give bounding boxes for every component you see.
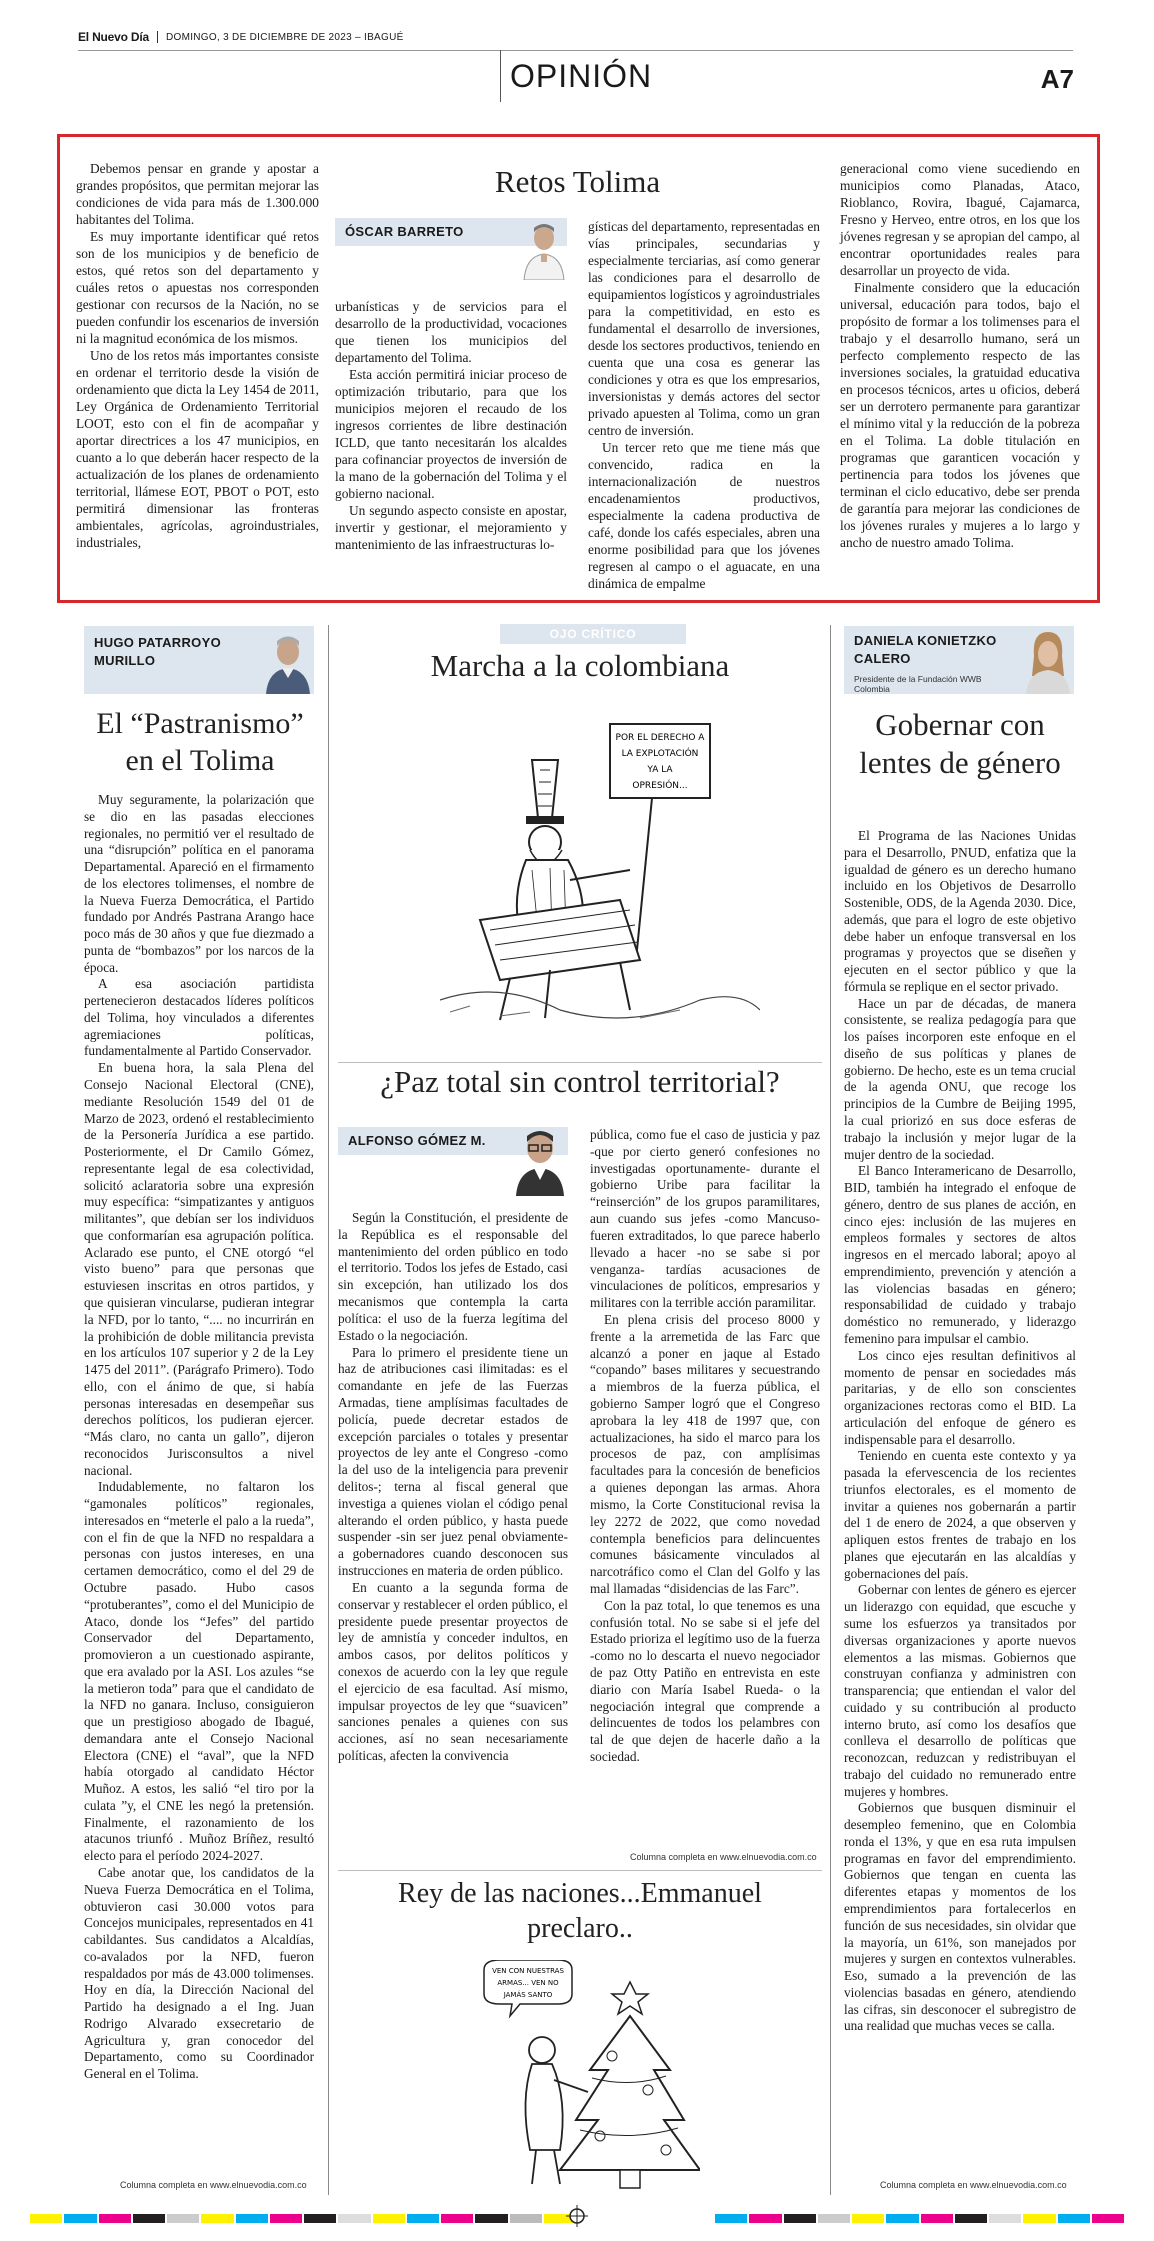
pastranismo-footnote: Columna completa en www.elnuevodia.com.co bbox=[120, 2180, 307, 2190]
paragraph: Es muy importante identificar qué retos son de los municipios y de beneficio de estos, qué retos son del departamento y cuáles retos o apuestas nos corresponden gestionar con recursos de la Nación, no se pueden confundir los escenarios de inversión ni la magnitud económica de los mismos. bbox=[76, 229, 319, 347]
paragraph: El Banco Interamericano de Desarrollo, BID, también ha integrado el enfoque de género, dentro de sus planes de acción, en cinco ejes: inclusión de las mujeres en empleos formales y sectores de altos ingresos en el mercado laboral; apoyo al emprendimiento, prevención y atención a las violencias basadas en género; responsabilidad de cuidado y trabajo doméstico no remunerado, y liderazgo femenino para impulsar el cambio. bbox=[844, 1163, 1076, 1346]
issue-date: DOMINGO, 3 DE DICIEMBRE DE 2023 – IBAGUÉ bbox=[165, 31, 404, 43]
author-name: DANIELA KONIETZKO CALERO bbox=[854, 633, 997, 666]
paragraph: A esa asociación partidista pertenecieron destacados líderes políticos del Tolima, hoy vinculados a diferentes agremiaciones políticas, fundamentalmente al Partido Conservador. bbox=[84, 976, 314, 1059]
genero-body bbox=[844, 828, 1076, 2035]
paragraph: Un segundo aspecto consiste en apostar, invertir y gestionar, el mejoramiento y mantenimiento de las infraestructuras lo- bbox=[335, 503, 567, 553]
genero-footnote: Columna completa en www.elnuevodia.com.co bbox=[880, 2180, 1067, 2190]
cartoon-sign-line: YA LA bbox=[647, 765, 673, 775]
cartoon-sign-line: OPRESIÓN... bbox=[632, 781, 688, 791]
cartoon-title: Marcha a la colombiana bbox=[430, 648, 730, 683]
paz-total-footnote: Columna completa en www.elnuevodia.com.co bbox=[630, 1852, 817, 1862]
cartoon-sign-line: POR EL DERECHO A bbox=[615, 733, 705, 743]
paragraph: Según la Constitución, el presidente de la República es el responsable del mantenimiento del orden público en todo el territorio. Todos los jefes de Estado, casi sin excepción, han utilizado los dos mecanismos que contempla la carta política: el uso de la fuerza legítima del Estado o la negociación. bbox=[338, 1210, 568, 1343]
ojo-critico-tag: OJO CRÍTICO bbox=[500, 624, 686, 644]
cartoon-bubble-line: ARMAS... VEN NO bbox=[497, 1979, 559, 1987]
paragraph: urbanísticas y de servicios para el desarrollo de la productividad, vocaciones que tienen los municipios del departamento del Tolima. bbox=[335, 299, 567, 366]
editorial-cartoon-rey bbox=[480, 1960, 700, 2190]
cartoon-bubble-line: VEN CON NUESTRAS bbox=[492, 1967, 564, 1975]
paragraph: Muy seguramente, la polarización que se dio en las pasadas elecciones regionales, no permitió ver el resultado de una “disrupción” política en el panorama Departamental. Apareció en el firmamento de los electores tolimenses, el nombre de la Nueva Fuerza Democrática, el Partido fundado por Andrés Pastrana Arango hace poco más de 30 años y que fue diezmado a punta de “bombazos” por los narcos de la época. bbox=[84, 792, 314, 975]
masthead-divider bbox=[157, 31, 158, 43]
author-role: Presidente de la Fundación WWB Colombia bbox=[854, 674, 982, 695]
paragraph: Uno de los retos más importantes consiste en ordenar el territorio desde la visión de ordenamiento que dicta la Ley 1454 de 2011, Ley Orgánica de Ordenamiento Territorial LOOT, esto con el fin de acompañar y aportar directrices a los 47 municipios, en cuanto a lo que deberán hacer respecto de la actualización de los planes de ordenamiento territorial, llámese EOT, PBOT o POT, esto permitirá dimensionar las fronteras ambientales, agrícolas, agroindustriales, industriales, bbox=[76, 348, 319, 551]
paragraph: Teniendo en cuenta este contexto y ya pasada la efervescencia de los recientes triunfos electorales, es el momento de invitar a quienes nos gobernarán a partir del 1 de enero de 2024, a que observen y apliquen estos frentes de trabajo en los planes que ejecutarán en las alcaldías y gobernaciones del país. bbox=[844, 1448, 1076, 1581]
section-divider bbox=[338, 1062, 822, 1063]
paragraph: Finalmente considero que la educación universal, educación para todos, bajo el propósito de formar a los tolimenses para el trabajo y el desarrollo humano, será un perfecto complemento respecto de las inversiones sociales, la gratuidad educativa en procesos técnicos, artes u oficios, deberá ser un derrotero permanente para garantizar el mínimo vital y la reducción de la pobreza en el Tolima. La doble titulación en programas que garanticen vocación y pertinencia para todos los jóvenes que terminan el ciclo educativo, debe ser prenda de garantía para mejorar las condiciones de los jóvenes rurales y mujeres a lo largo y ancho de nuestro amado Tolima. bbox=[840, 280, 1080, 551]
paragraph: Para lo primero el presidente tiene un haz de atribuciones casi ilimitadas: es el comandante en jefe de las Fuerzas Armadas, tiene amplísimas facultades de policía, puede decretar estados de excepción parciales o totales y presentar proyectos de ley ante el Congreso -como la del uso de la inteligencia para prevenir delitos-; terna al fiscal general que investiga a quienes violan el código penal alterando el orden público, y hasta puede suspender -sin ser juez penal obviamente- a gobernadores cuando desconocen sus instrucciones en materia de orden público. bbox=[338, 1344, 568, 1579]
paragraph: En buena hora, la sala Plena del Consejo Nacional Electoral (CNE), mediante Resolución 1549 del 01 de Marzo de 2023, ordenó el restablecimiento de la Personería Jurídica a ese partido. Posteriormente, el Dr Camilo Gómez, representante legal de esa colectividad, solicitó aclaratoria sobre una expresión muy específica: “simpatizantes y antiguos militantes”, que debían ser los individuos que conformarían esa agrupación política. Aclarado ese punto, el CNE otorgó “el visto bueno” para que personas que estuviesen inscritas en otros partidos, y que quisieran vincularse, pudieran integrar la NFD, por lo tanto, “.... no incurrirán en la prohibición de doble militancia prevista en los artículos 107 superior y 2 de la Ley 1475 del 2011”. (Parágrafo Primero). Todo ello, con el ánimo de que, si había personas interesadas en desempeñar sus derechos políticos, los pudieran ejercer. “Más claro, no canta un gallo”, dijeron reconocidos Jurisconsultos a nivel nacional. bbox=[84, 1060, 314, 1478]
retos-column-2 bbox=[335, 298, 567, 553]
author-name: HUGO PATARROYO MURILLO bbox=[94, 635, 221, 668]
pastranismo-title: El “Pastranismo” en el Tolima bbox=[96, 707, 304, 777]
section-title: OPINIÓN bbox=[510, 58, 653, 94]
paragraph: gísticas del departamento, representadas en vías principales, secundarias y especialmente terciarias, así como generar las condiciones para el desarrollo de equipamientos logísticos y agroindustriales para la competitividad, en esto es fundamental el desarrollo de inversiones, desde los sectores productivos, teniendo en cuenta que una cosa es generar las condiciones y otra es que los empresarios, inversionistas y demás actores del sector privado apuesten al Tolima, como un gran centro de inversión. bbox=[588, 219, 820, 439]
paragraph: En cuanto a la segunda forma de conservar y restablecer el orden público, el presidente puede presentar proyectos de ley de amnistía y conceder indultos, en ambos casos, por delitos políticos y conexos de acuerdo con la ley que regule el ejercicio de esa facultad. Así mismo, impulsar proyectos de ley que “suavicen” sanciones penales a quienes con sus acciones, así no sean necesariamente políticas, afecten la convivencia bbox=[338, 1579, 568, 1763]
paragraph: generacional como viene sucediendo en municipios como Planadas, Ataco, Rioblanco, Rovira, Ibagué, Cajamarca, Fresno y Herveo, entre otros, en los que los jóvenes regresan y se apropian del campo, al encontrar oportunidades reales para desarrollar un proyecto de vida. bbox=[840, 161, 1080, 279]
registration-mark-icon bbox=[566, 2205, 588, 2227]
paragraph: El Programa de las Naciones Unidas para el Desarrollo, PNUD, enfatiza que la igualdad de género es un derecho humano incluido en los Objetivos de Desarrollo Sostenible, ODS, de la Agenda 2030. Dice, además, que para el logro de este objetivo debe haber un enfoque transversal en los programas y proyectos que se diseñen y ejecuten en el sector público y que la fórmula se replique en el sector privado. bbox=[844, 828, 1076, 994]
paragraph: Gobernar con lentes de género es ejercer un liderazgo con equidad, que escuche y sume los esfuerzos ya transitados por diversas organizaciones y aporte nuevos elementos a las mismas. Gobiernos que construyan confianza y administren con transparencia; que entiendan el valor del cuidado y su contribución al producto interno bruto, así como los desafíos que conlleva el desarrollo de políticas que reconozcan, reduzcan y redistribuyan el trabajo del cuidado no remunerado entre mujeres y hombres. bbox=[844, 1582, 1076, 1799]
paz-total-title: ¿Paz total sin control territorial? bbox=[380, 1064, 780, 1099]
section-divider bbox=[338, 1870, 822, 1871]
paz-total-column-2 bbox=[590, 1127, 820, 1766]
rey-cartoon-title: Rey de las naciones...Emmanuel preclaro.. bbox=[398, 1878, 762, 1944]
retos-column-3 bbox=[588, 218, 820, 592]
cartoon-sign-line: LA EXPLOTACIÓN bbox=[621, 749, 699, 759]
paragraph: Hace un par de décadas, de manera consistente, se realiza pedagogía para que los países incorporen este enfoque en el diseño de sus políticas y planes de gobierno. De hecho, este es un tema crucial de la agenda ONU, que recoge los principios de la Cumbre de Beijing 1995, la cual priorizó en sus doce esferas de trabajo la inclusión y mejor lugar de la mujer dentro de la sociedad. bbox=[844, 995, 1076, 1162]
paragraph: Indudablemente, no faltaron los “gamonales políticos” regionales, interesados en “meterle el palo a la rueda”, con el fin de que la NFD no respaldara a personas con justos intereses, en una certamen democrático, como el del 29 de Octubre pasado. Hubo casos “protuberantes”, como el del Municipio de Ataco, donde los “Jefes” del partido Conservador del Departamento, promovieron a un cuestionado aspirante, que era avalado por la ASI. Los azules “se la metieron toda” para que el candidato de la NFD no ganara. Incluso, consiguieron que un prestigioso abogado de Ibagué, demandara ante el Consejo Nacional Electora (CNE) el “aval”, que la NFD había otorgado al candidato Héctor Muñoz. A estos, les salió “el tiro por la culata ”y, el CNE les negó la pretensión. Finalmente, el razonamiento de los atacunos triunfó . Muñoz Bríñez, resultó electo para el período 2024-2027. bbox=[84, 1479, 314, 1864]
author-photo-barreto bbox=[520, 218, 568, 280]
paragraph: Debemos pensar en grande y apostar a grandes propósitos, que permitan mejorar las condiciones de vida para más de 1.300.000 habitantes del Tolima. bbox=[76, 161, 319, 228]
newspaper-logo: El Nuevo Día bbox=[78, 30, 149, 44]
genero-title: Gobernar con lentes de género bbox=[859, 707, 1061, 780]
masthead bbox=[78, 30, 1078, 44]
avatar-icon bbox=[1022, 626, 1074, 694]
paragraph: Con la paz total, lo que tenemos es una confusión total. No se sabe si el jefe del Estado prioriza el legítimo uso de la fuerza -como no lo descarta el nuevo negociador de paz Otty Patiño en entrevista en este diario con María Isabel Rueda- o la negociación integral que comprende a delincuentes de todos los pelambres con tal de que dejen de hacerle daño a la sociedad. bbox=[590, 1597, 820, 1765]
paragraph: Cabe anotar que, los candidatos de la Nueva Fuerza Democrática en el Tolima, obtuvieron casi 30.000 votos para Concejos municipales, representados en 41 cabildantes. Sus candidatos a Alcaldías, co-avalados por la NFD, fueron respaldados por más de 43.000 tolimenses. Hoy en día, la Dirección Nacional del Partido ha designado a el Ing. Juan Rodrigo Alvarado exsecretario de Agricultura y, gran conocedor del Departamento, como su Coordinador General en el Tolima. bbox=[84, 1865, 314, 2082]
section-rule bbox=[500, 50, 501, 102]
page-number: A7 bbox=[1040, 64, 1074, 94]
cartoon-bubble-line: JAMÁS SANTO bbox=[503, 1991, 553, 1999]
retos-column-1 bbox=[76, 160, 319, 551]
paragraph: En plena crisis del proceso 8000 y frente a la arremetida de las Farc que alcanzó a poner en jaque al Estado “copando” bases militares y secuestrando a miembros de la fuerza pública, el gobierno Samper logró que el Congreso aprobara la ley 418 de 1997 que, con actualizaciones, ha sido el marco para los procesos de paz, con amplísimas facultades para la concesión de beneficios a quienes depongan las armas. Ahora mismo, la Corte Constitucional revisa la ley 2272 de 2022, que como novedad contempla beneficios para delincuentes comunes básicamente vinculados al narcotráfico como el Clan del Golfo y las mal llamadas “disidencias de las Farc”. bbox=[590, 1311, 820, 1596]
paragraph: Gobiernos que busquen disminuir el desempleo femenino, que en Colombia ronda el 13%, y que en esa ruta impulsen programas en favor del emprendimiento. Gobiernos que tengan en cuenta las diferentes etapas y momentos de los emprendimientos para fortalecerlos en función de sus necesidades, sin olvidar que la mayoría, un 61%, son manejados por mujeres y surgen en contextos vulnerables. Eso, sumado a la prevención de las violencias basadas en género, atendiendo las cifras, sin desconocer el subregistro de una realidad que muchas veces se calla. bbox=[844, 1800, 1076, 2034]
retos-column-4 bbox=[840, 160, 1080, 551]
author-photo-konietzko bbox=[1022, 626, 1074, 694]
paragraph: Los cinco ejes resultan definitivos al momento de pensar en sociedades más paritarias, y de ello son conscientes organizaciones rectoras como el BID. La articulación del enfoque de género es indispensable para el desarrollo. bbox=[844, 1347, 1076, 1447]
author-name: ÓSCAR BARRETO bbox=[345, 224, 464, 239]
column-divider-right bbox=[830, 625, 831, 2195]
editorial-cartoon-marcha bbox=[440, 700, 760, 1030]
masthead-rule bbox=[78, 50, 1073, 51]
author-photo-gomez bbox=[512, 1120, 568, 1196]
avatar-icon bbox=[520, 218, 568, 280]
paragraph: pública, como fue el caso de justicia y paz -que por cierto generó confesiones no investigadas oportunamente- durante el gobierno Uribe para facilitar la “reinserción” de los grupos paramilitares, aun cuando sus jefes -como Mancuso- fueren extraditados, lo que parece haberlo llevado a hacer -no se sabe si por venganza- tardías acusaciones de vinculaciones de políticos, empresarios y militares con la terrible acción paramilitar. bbox=[590, 1127, 820, 1311]
paragraph: Esta acción permitirá iniciar proceso de optimización tributario, para que los municipios mejoren el recaudo de los ingresos corrientes de libre destinación ICLD, que tanto necesitarán los alcaldes para cofinanciar proyectos de inversión de la mano de la gobernación del Tolima y el gobierno nacional. bbox=[335, 367, 567, 502]
avatar-icon bbox=[512, 1120, 568, 1196]
avatar-icon bbox=[262, 626, 314, 694]
column-divider-left bbox=[328, 625, 329, 2195]
pastranismo-body bbox=[84, 792, 314, 2083]
paz-total-column-1 bbox=[338, 1210, 568, 1765]
retos-title: Retos Tolima bbox=[494, 164, 661, 199]
paragraph: Un tercer reto que me tiene más que convencido, radica en la internacionalización de nuestros encadenamientos productivos, especialmente la cadena productiva de café, donde los cafés especiales, abren una enorme posibilidad para que los jóvenes regresen al campo o el aguacate, en una dinámica de empalme bbox=[588, 440, 820, 592]
author-name: ALFONSO GÓMEZ M. bbox=[348, 1133, 486, 1148]
author-photo-patarroyo bbox=[262, 626, 314, 694]
